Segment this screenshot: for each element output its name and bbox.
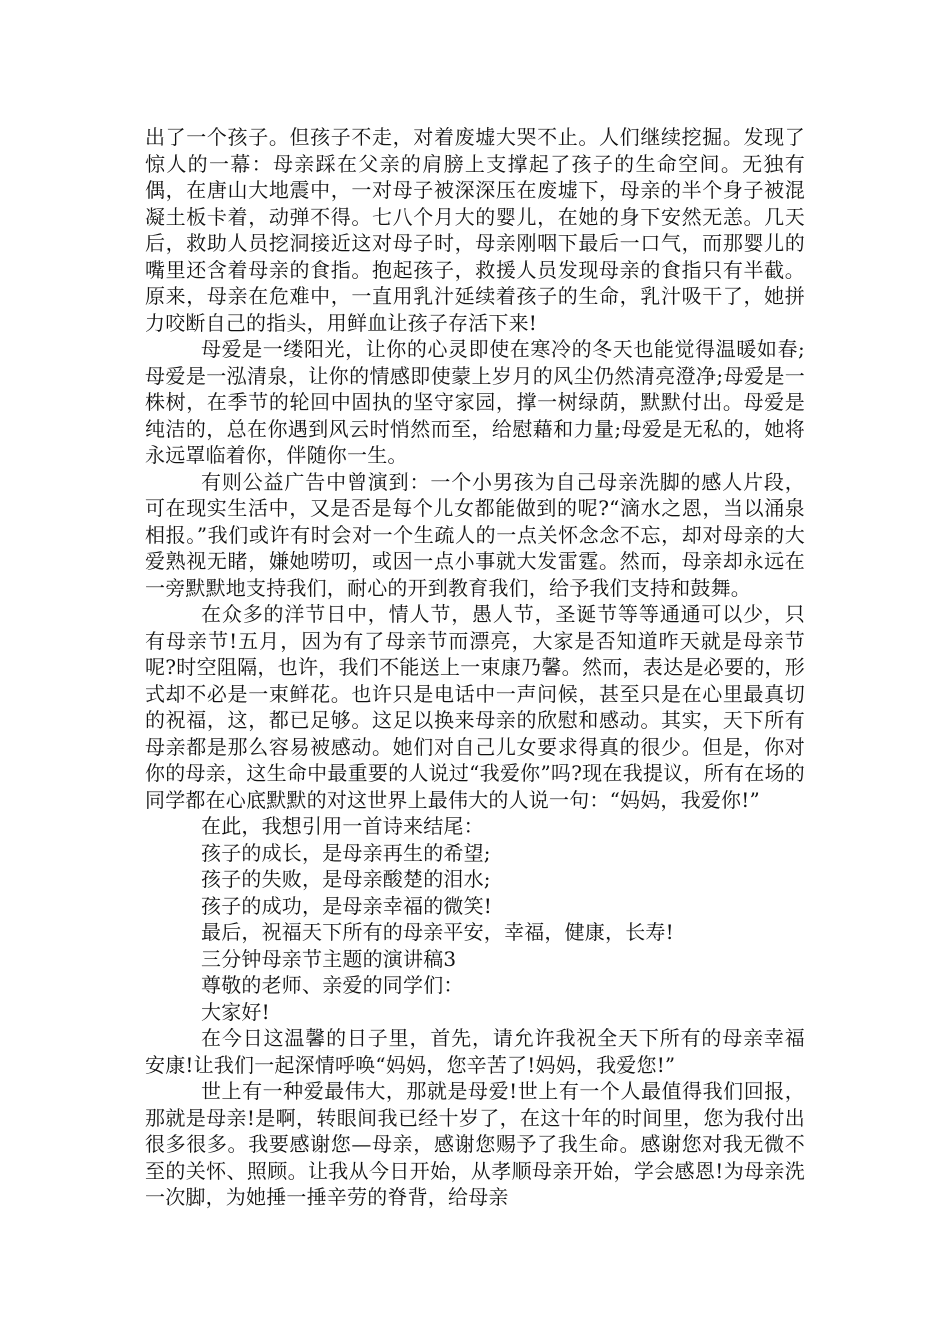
paragraph-4: 在众多的洋节日中，情人节，愚人节，圣诞节等等通通可以少，只有母亲节!五月，因为有了母亲节而漂亮，大家是否知道昨天就是母亲节呢?时空阻隔，也许，我们不能送上一束康乃馨。然而，表达是必要的，形式却不必是一束鲜花。也许只是电话中一声问候，甚至只是在心里最真切的祝福，这，都已足够。这足以换来母亲的欣慰和感动。其实，天下所有母亲都是那么容易被感动。她们对自己儿女要求得真的很少。但是，你对你的母亲，这生命中最重要的人说过“我爱你”吗?现在我提议，所有在场的同学都在心底默默的对这世界上最伟大的人说一句：“妈妈，我爱你!” — [145, 602, 805, 812]
paragraph-13: 在今日这温馨的日子里，首先，请允许我祝全天下所有的母亲幸福安康!让我们一起深情呼唤“妈妈，您辛苦了!妈妈，我爱您!” — [145, 1026, 805, 1077]
document-body — [145, 124, 805, 1211]
poem-line-3: 孩子的成功，是母亲幸福的微笑! — [201, 893, 493, 918]
poem-line-1: 孩子的成长，是母亲再生的希望; — [201, 840, 491, 865]
poem-line-2: 孩子的失败，是母亲酸楚的泪水; — [201, 867, 491, 891]
salutation: 尊敬的老师、亲爱的同学们： — [201, 973, 464, 997]
paragraph-2: 母爱是一缕阳光，让你的心灵即使在寒冷的冬天也能觉得温暖如春;母爱是一泓清泉，让你的情感即使蒙上岁月的风尘仍然清亮澄净;母爱是一株树，在季节的轮回中固执的坚守家园，撑一树绿荫，默默付出。母爱是纯洁的，总在你遇到风云时悄然而至，给慰藉和力量;母爱是无私的，她将永远罩临着你，伴随你一生。 — [145, 337, 805, 467]
section-title: 三分钟母亲节主题的演讲稿3 — [201, 946, 457, 971]
closing-wish: 最后，祝福天下所有的母亲平安，幸福，健康，长寿! — [201, 920, 674, 944]
paragraph-3: 有则公益广告中曾演到：一个小男孩为自己母亲洗脚的感人片段，可在现实生活中，又是否是每个儿女都能做到的呢?“滴水之恩，当以涌泉相报。”我们或许有时会对一个生疏人的一点关怀念念不忘，却对母亲的大爱熟视无睹，嫌她唠叨，或因一点小事就大发雷霆。然而，母亲却永远在一旁默默地支持我们，耐心的开到教育我们，给予我们支持和鼓舞。 — [145, 469, 805, 600]
greeting: 大家好! — [201, 999, 270, 1024]
paragraph-14: 世上有一种爱最伟大，那就是母爱!世上有一个人最值得我们回报，那就是母亲!是啊，转眼间我已经十岁了，在这十年的时间里，您为我付出很多很多。我要感谢您—母亲，感谢您赐予了我生命。感谢您对我无微不至的关怀、照顾。让我从今日开始，从孝顺母亲开始，学会感恩!为母亲洗一次脚，为她捶一捶辛劳的脊背，给母亲 — [145, 1079, 805, 1209]
paragraph-5: 在此，我想引用一首诗来结尾： — [201, 814, 484, 838]
paragraph-1: 出了一个孩子。但孩子不走，对着废墟大哭不止。人们继续挖掘。发现了惊人的一幕：母亲踩在父亲的肩膀上支撑起了孩子的生命空间。无独有偶，在唐山大地震中，一对母子被深深压在废墟下，母亲的半个身子被混凝土板卡着，动弹不得。七八个月大的婴儿，在她的身下安然无恙。几天后，救助人员挖洞接近这对母子时，母亲刚咽下最后一口气，而那婴儿的嘴里还含着母亲的食指。抱起孩子，救援人员发现母亲的食指只有半截。原来，母亲在危难中，一直用乳汁延续着孩子的生命，乳汁吸干了，她拼力咬断自己的指头，用鲜血让孩子存活下来! — [145, 125, 805, 335]
